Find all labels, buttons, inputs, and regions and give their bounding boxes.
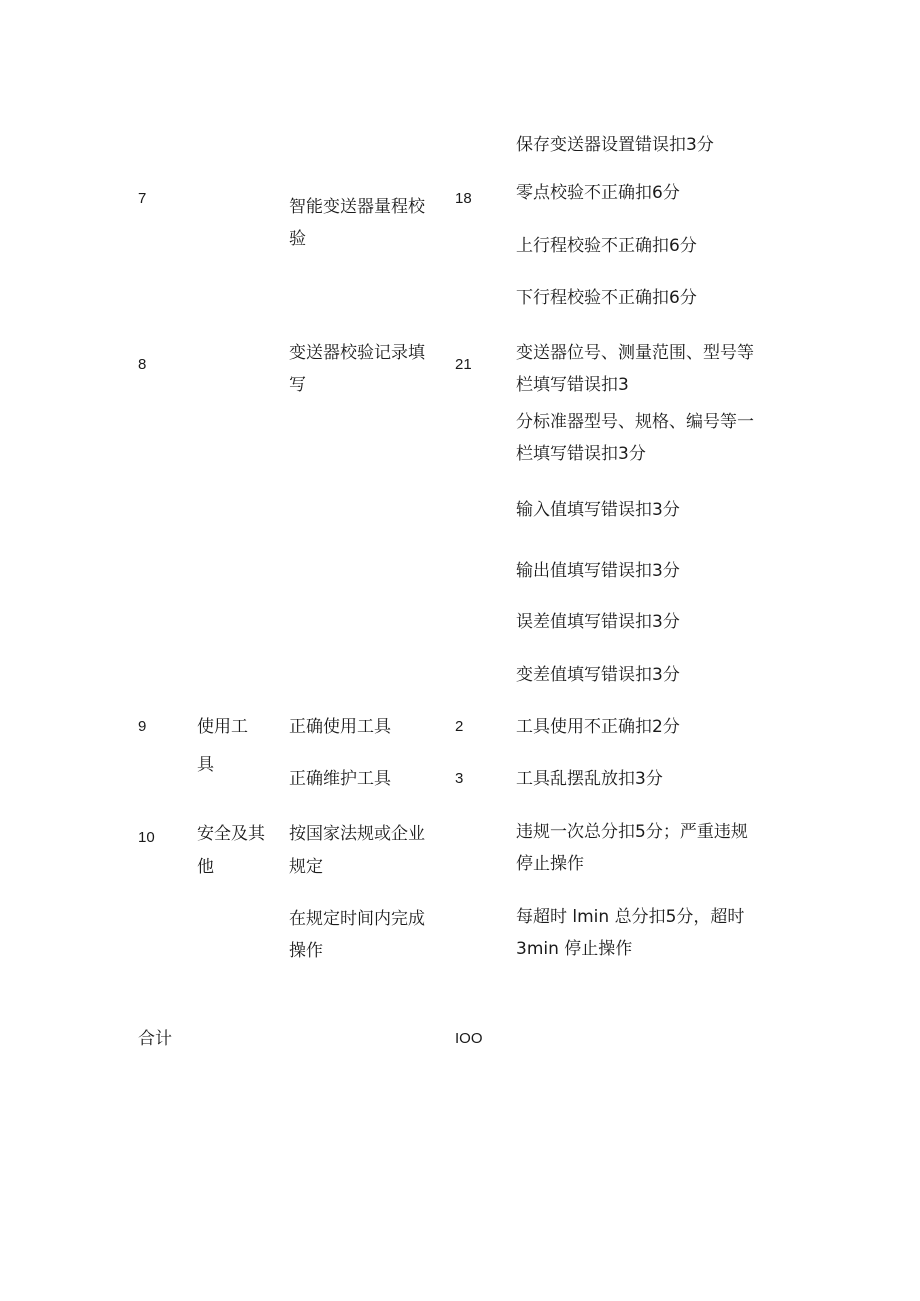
row8-criterion-4: 栏填写错误扣3分 <box>516 444 646 464</box>
row7-criterion-1: 保存变送器设置错误扣3分 <box>516 135 714 155</box>
row9-category-line1: 使用工 <box>197 717 248 737</box>
row7-item-line1: 智能变送器量程校 <box>289 197 425 217</box>
row8-item-line2: 写 <box>289 375 306 395</box>
row9-criterion-2: 工具乱摆乱放扣3分 <box>516 769 663 789</box>
row8-criterion-7: 误差值填写错误扣3分 <box>516 612 680 632</box>
row10-criterion-2-line1: 每超时 lmin 总分扣5分，超时 <box>516 907 745 927</box>
row10-category-line1: 安全及其 <box>197 824 265 844</box>
row9-score-2: 3 <box>455 770 464 787</box>
row8-criterion-1: 变送器位号、测量范围、型号等 <box>516 343 754 363</box>
row10-item-2-line2: 操作 <box>289 941 323 961</box>
row8-criterion-6: 输出值填写错误扣3分 <box>516 561 680 581</box>
row7-criterion-2: 零点校验不正确扣6分 <box>516 183 680 203</box>
row8-criterion-5: 输入值填写错误扣3分 <box>516 500 680 520</box>
row8-score: 21 <box>455 356 472 373</box>
row8-number: 8 <box>138 356 147 373</box>
total-label: 合计 <box>138 1029 172 1049</box>
row7-item-line2: 验 <box>289 229 306 249</box>
row10-item-2-line1: 在规定时间内完成 <box>289 909 425 929</box>
row9-item-1: 正确使用工具 <box>289 717 391 737</box>
row9-item-2: 正确维护工具 <box>289 769 391 789</box>
row10-item-1-line2: 规定 <box>289 857 323 877</box>
row9-category-line2: 具 <box>197 755 214 775</box>
row8-criterion-3: 分标准器型号、规格、编号等一 <box>516 412 754 432</box>
row7-criterion-3: 上行程校验不正确扣6分 <box>516 236 697 256</box>
row7-criterion-4: 下行程校验不正确扣6分 <box>516 288 697 308</box>
row10-category-line2: 他 <box>197 857 214 877</box>
row9-number: 9 <box>138 718 147 735</box>
row10-item-1-line1: 按国家法规或企业 <box>289 824 425 844</box>
total-score: IOO <box>455 1030 483 1047</box>
row10-criterion-2-line2: 3min 停止操作 <box>516 939 633 959</box>
row9-score-1: 2 <box>455 718 464 735</box>
row8-criterion-8: 变差值填写错误扣3分 <box>516 665 680 685</box>
row7-score: 18 <box>455 190 472 207</box>
row8-criterion-2: 栏填写错误扣3 <box>516 375 629 395</box>
row10-number: 10 <box>138 829 155 846</box>
row10-criterion-1-line2: 停止操作 <box>516 854 584 874</box>
row10-criterion-1-line1: 违规一次总分扣5分；严重违规 <box>516 822 748 842</box>
row7-number: 7 <box>138 190 147 207</box>
row8-item-line1: 变送器校验记录填 <box>289 343 425 363</box>
row9-criterion-1: 工具使用不正确扣2分 <box>516 717 680 737</box>
